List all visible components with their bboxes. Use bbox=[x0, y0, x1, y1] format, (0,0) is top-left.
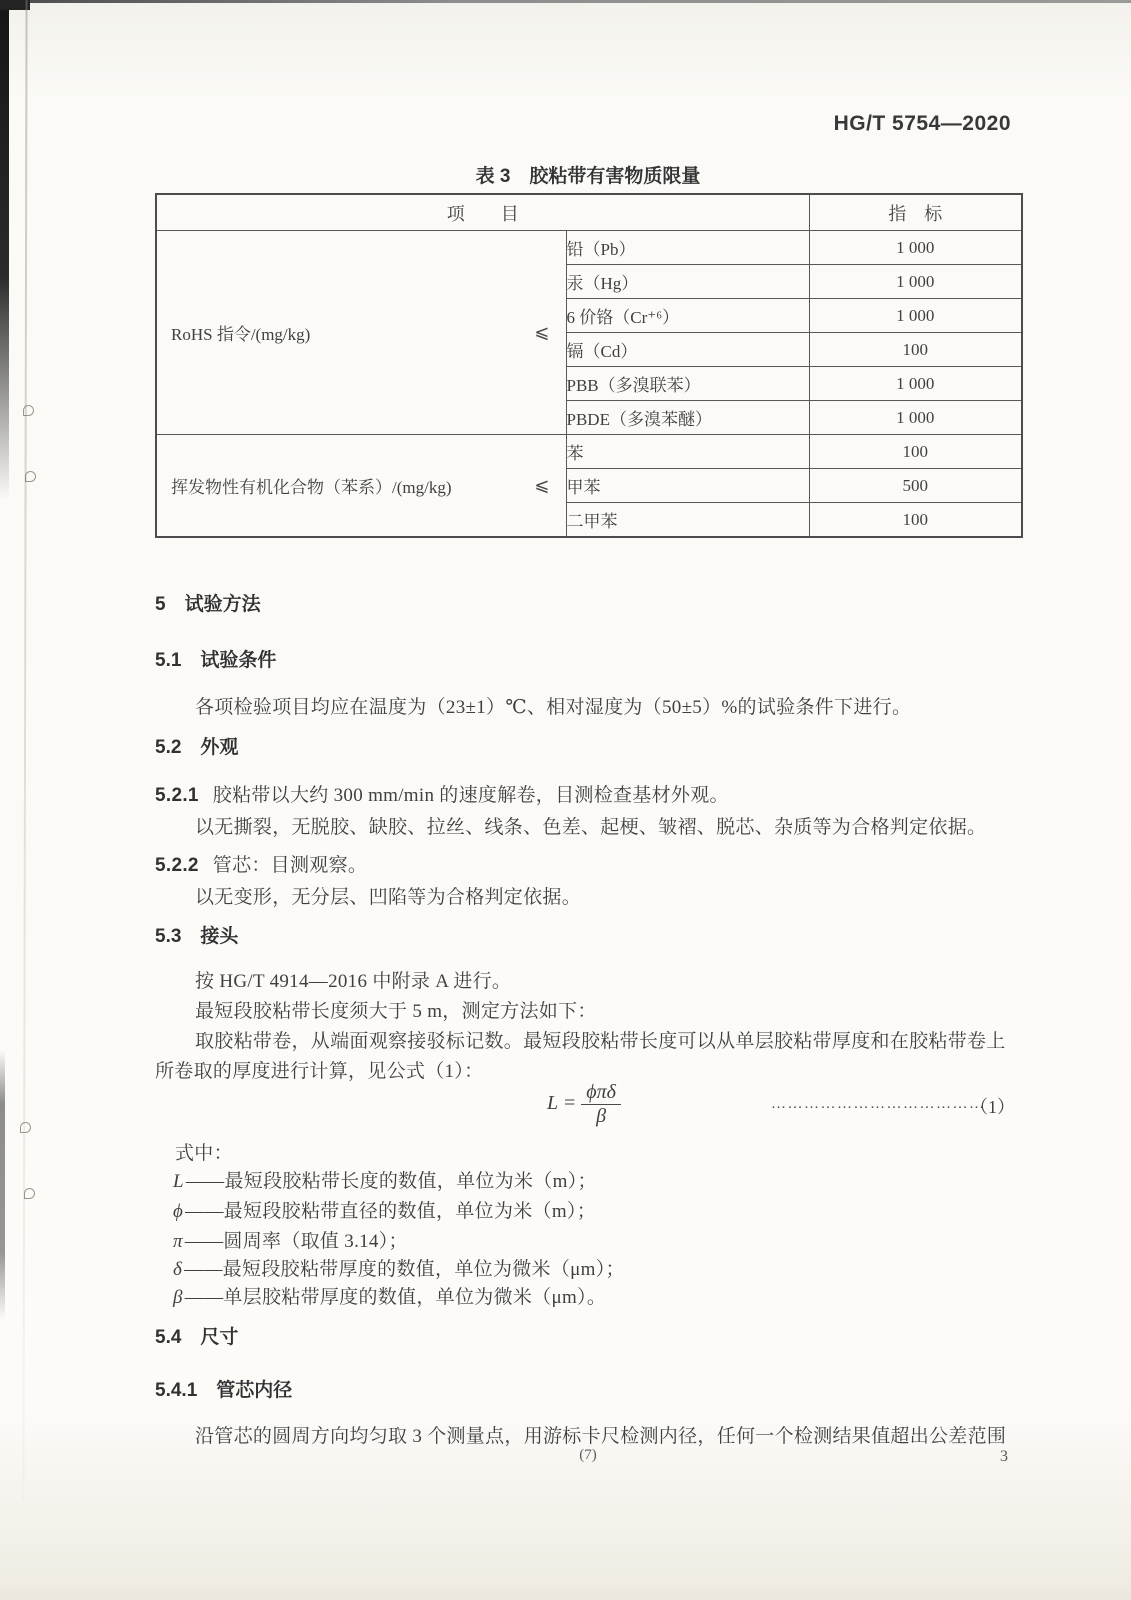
document-code: HG/T 5754—2020 bbox=[833, 112, 1011, 135]
scan-left-shadow bbox=[0, 0, 9, 500]
table-row bbox=[156, 231, 1022, 265]
heading-5: 5 试验方法 bbox=[155, 594, 261, 615]
column-header-item: 项 目 bbox=[156, 194, 809, 231]
substance-cell: 6 价铬（Cr⁺⁶） bbox=[566, 299, 809, 333]
table3-title: 表 3 胶粘带有害物质限量 bbox=[475, 166, 701, 187]
scan-mark bbox=[23, 405, 34, 416]
symbol: δ bbox=[173, 1259, 183, 1280]
table-row bbox=[156, 435, 1022, 469]
scan-mark bbox=[20, 1122, 31, 1133]
substance-cell: 铅（Pb） bbox=[566, 231, 809, 265]
scan-fold-line bbox=[22, 0, 27, 1500]
formula-numerator: ϕπδ bbox=[581, 1082, 621, 1105]
formula-number: （1） bbox=[970, 1097, 1015, 1117]
value-cell: 1 000 bbox=[809, 401, 1022, 435]
paragraph-5-1: 各项检验项目均应在温度为（23±1）℃、相对湿度为（50±5）%的试验条件下进行。 bbox=[195, 697, 912, 718]
formula-1 bbox=[155, 1080, 1021, 1136]
table-header-row bbox=[156, 194, 1022, 231]
substance-cell: PBDE（多溴苯醚） bbox=[566, 401, 809, 435]
substance-cell: 汞（Hg） bbox=[566, 265, 809, 299]
page-number: 3 bbox=[1000, 1448, 1008, 1465]
formula-equals: = bbox=[557, 1092, 582, 1115]
scan-top-edge bbox=[0, 0, 1131, 3]
symbol-definition bbox=[173, 1166, 597, 1193]
paragraph-5-3-3: 取胶粘带卷，从端面观察接驳标记数。最短段胶粘带长度可以从单层胶粘带厚度和在胶粘带卷上 bbox=[195, 1031, 1006, 1052]
group-label: RoHS 指令/(mg/kg) bbox=[171, 325, 311, 344]
where-label: 式中： bbox=[175, 1143, 233, 1164]
value-cell: 1 000 bbox=[809, 265, 1022, 299]
formula-lhs: L bbox=[547, 1092, 558, 1115]
symbol-definition bbox=[173, 1282, 606, 1309]
definition-text: ——最短段胶粘带厚度的数值，单位为微米（μm）； bbox=[184, 1259, 625, 1280]
symbol: ϕ bbox=[173, 1201, 184, 1222]
value-cell: 1 000 bbox=[809, 299, 1022, 333]
symbol: π bbox=[173, 1231, 183, 1252]
value-cell: 1 000 bbox=[809, 367, 1022, 401]
substance-cell: PBB（多溴联苯） bbox=[566, 367, 809, 401]
scan-mark bbox=[25, 471, 36, 482]
paragraph-5-2-1 bbox=[155, 780, 729, 807]
value-cell: 100 bbox=[809, 333, 1022, 367]
footer-sheet-number: (7) bbox=[579, 1447, 597, 1463]
clause-text: 胶粘带以大约 300 mm/min 的速度解卷，目测检查基材外观。 bbox=[212, 785, 729, 806]
group-cell-rohs bbox=[156, 231, 566, 435]
paragraph-5-3-1: 按 HG/T 4914—2016 中附录 A 进行。 bbox=[195, 971, 512, 992]
heading-5-3: 5.3 接头 bbox=[155, 926, 239, 947]
paragraph-5-4-1: 沿管芯的圆周方向均匀取 3 个测量点，用游标卡尺检测内径，任何一个检测结果值超出公差范围 bbox=[195, 1426, 1007, 1447]
heading-5-4-1: 5.4.1 管芯内径 bbox=[155, 1380, 293, 1401]
substance-cell: 二甲苯 bbox=[566, 503, 809, 538]
symbol: β bbox=[173, 1287, 183, 1308]
symbol: L bbox=[173, 1171, 184, 1192]
heading-5-4: 5.4 尺寸 bbox=[155, 1327, 239, 1348]
clause-number: 5.2.2 bbox=[155, 855, 199, 876]
value-cell: 1 000 bbox=[809, 231, 1022, 265]
symbol-definition bbox=[173, 1254, 625, 1281]
definition-text: ——圆周率（取值 3.14）； bbox=[184, 1231, 408, 1252]
group-label: 挥发物性有机化合物（苯系）/(mg/kg) bbox=[171, 478, 452, 497]
value-cell: 100 bbox=[809, 503, 1022, 538]
group-cell-voc bbox=[156, 435, 566, 538]
less-equal-symbol: ⩽ bbox=[534, 475, 550, 495]
symbol-definition bbox=[173, 1196, 596, 1223]
substance-cell: 甲苯 bbox=[566, 469, 809, 503]
definition-text: ——最短段胶粘带长度的数值，单位为米（m）； bbox=[185, 1171, 597, 1192]
formula-denominator: β bbox=[596, 1105, 607, 1127]
paragraph-5-3-2: 最短段胶粘带长度须大于 5 m，测定方法如下： bbox=[195, 1001, 597, 1022]
scan-bottom-edge bbox=[0, 1593, 1131, 1600]
column-header-index: 指 标 bbox=[809, 194, 1022, 231]
clause-text: 管芯：目测观察。 bbox=[212, 855, 368, 876]
substance-cell: 镉（Cd） bbox=[566, 333, 809, 367]
scan-mark bbox=[24, 1188, 35, 1199]
clause-number: 5.2.1 bbox=[155, 785, 199, 806]
paragraph-5-2-2-criteria: 以无变形，无分层、凹陷等为合格判定依据。 bbox=[195, 887, 582, 908]
definition-text: ——单层胶粘带厚度的数值，单位为微米（μm）。 bbox=[184, 1287, 607, 1308]
formula-dots-leader: ………………………………… bbox=[771, 1096, 986, 1112]
value-cell: 100 bbox=[809, 435, 1022, 469]
heading-5-1: 5.1 试验条件 bbox=[155, 650, 277, 671]
symbol-definition bbox=[173, 1226, 408, 1253]
scan-left-shadow-lower bbox=[0, 1050, 5, 1320]
paragraph-5-2-2 bbox=[155, 850, 367, 877]
formula-fraction bbox=[581, 1082, 621, 1127]
table-3-hazardous-substance-limits bbox=[155, 193, 1023, 538]
paragraph-5-3-4: 所卷取的厚度进行计算，见公式（1）： bbox=[155, 1061, 484, 1082]
substance-cell: 苯 bbox=[566, 435, 809, 469]
value-cell: 500 bbox=[809, 469, 1022, 503]
formula-expression bbox=[547, 1082, 621, 1127]
heading-5-2: 5.2 外观 bbox=[155, 737, 239, 758]
paragraph-5-2-1-criteria: 以无撕裂，无脱胶、缺胶、拉丝、线条、色差、起梗、皱褶、脱芯、杂质等为合格判定依据。 bbox=[195, 817, 987, 838]
definition-text: ——最短段胶粘带直径的数值，单位为米（m）； bbox=[185, 1201, 597, 1222]
less-equal-symbol: ⩽ bbox=[534, 322, 550, 342]
